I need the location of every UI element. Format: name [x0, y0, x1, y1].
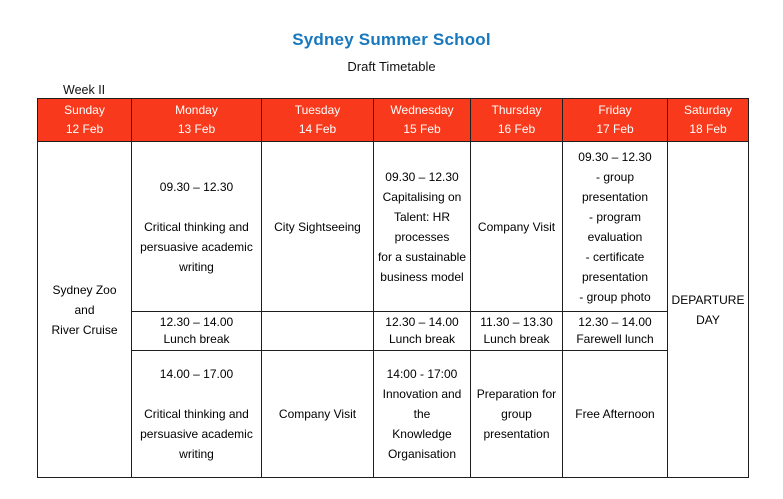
day-name: Sunday: [64, 103, 105, 117]
cell-line: - group photo: [579, 289, 651, 304]
cell-line: Talent: HR: [393, 209, 451, 224]
page-subtitle: Draft Timetable: [347, 59, 436, 74]
cell-line: Critical thinking and: [144, 407, 249, 421]
cell-tuesday-morning: [262, 142, 374, 312]
cell-line: Free Afternoon: [575, 407, 655, 421]
cell-line: Company Visit: [278, 407, 357, 421]
cell-line: City Sightseeing: [274, 219, 361, 234]
cell-line: writing: [179, 447, 214, 461]
cell-line: Farewell lunch: [576, 332, 654, 346]
day-name: Monday: [175, 103, 218, 117]
cell-line: 09.30 – 12.30: [385, 169, 459, 184]
day-name: Friday: [598, 103, 632, 117]
day-date: 16 Feb: [497, 122, 536, 136]
cell-line: DEPARTURE: [671, 292, 745, 307]
cell-tuesday-afternoon: [262, 351, 374, 478]
cell-line: Lunch break: [483, 332, 550, 346]
cell-thursday-afternoon: [471, 351, 563, 478]
cell-line: 12.30 – 14.00: [159, 315, 234, 329]
day-date: 15 Feb: [403, 122, 441, 136]
day-name: Thursday: [491, 103, 542, 117]
cell-friday-lunch: [563, 312, 668, 351]
cell-line: - certificate: [585, 249, 645, 264]
timetable: [37, 98, 749, 478]
cell-line: Knowledge: [392, 427, 452, 441]
cell-monday-afternoon: [132, 351, 262, 478]
day-name: Saturday: [683, 103, 733, 117]
cell-tuesday-lunch: [262, 312, 374, 351]
cell-line: [135, 197, 258, 217]
cell-sunday-all-day: [38, 142, 132, 478]
cell-line: - group presentation: [581, 169, 649, 204]
cell-monday-lunch: [132, 312, 262, 351]
cell-line: 09.30 – 12.30: [578, 149, 652, 164]
cell-line: Innovation and the: [382, 387, 462, 421]
cell-line: DAY: [696, 312, 720, 327]
cell-line: Preparation for: [476, 387, 557, 401]
header-monday: [132, 99, 262, 142]
cell-line: presentation: [581, 269, 649, 284]
cell-wednesday-afternoon: [374, 351, 471, 478]
cell-wednesday-morning: [374, 142, 471, 312]
cell-line: group: [501, 407, 532, 421]
cell-line: [135, 384, 258, 404]
day-date: 13 Feb: [177, 122, 216, 136]
header-saturday: [668, 99, 749, 142]
cell-line: Capitalising on: [382, 189, 462, 204]
header-wednesday: [374, 99, 471, 142]
header-thursday: [471, 99, 563, 142]
header-row: [38, 99, 749, 142]
day-date: 14 Feb: [298, 122, 337, 136]
page-title: Sydney Summer School: [292, 30, 491, 49]
cell-line: writing: [179, 259, 214, 274]
cell-monday-morning: [132, 142, 262, 312]
cell-line: Organisation: [387, 447, 457, 461]
cell-friday-afternoon: [563, 351, 668, 478]
cell-saturday-all-day: [668, 142, 749, 478]
cell-line: 12.30 – 14.00: [578, 315, 652, 329]
cell-line: Company Visit: [477, 219, 556, 234]
cell-line: business model: [380, 269, 464, 284]
cell-line: Sydney Zoo and: [52, 282, 117, 317]
cell-line: 12.30 – 14.00: [385, 315, 459, 329]
day-date: 17 Feb: [596, 122, 634, 136]
cell-line: 11.30 – 13.30: [480, 315, 553, 329]
cell-line: persuasive academic: [140, 239, 253, 254]
day-name: Tuesday: [294, 103, 341, 117]
cell-line: - program evaluation: [587, 209, 643, 244]
cell-line: processes: [394, 229, 450, 244]
day-date: 18 Feb: [689, 122, 727, 136]
cell-line: 14:00 - 17:00: [386, 367, 458, 381]
cell-friday-morning: [563, 142, 668, 312]
lunch-row: [38, 312, 749, 351]
day-date: 12 Feb: [65, 122, 104, 136]
cell-line: for a sustainable: [377, 249, 467, 264]
morning-row: [38, 142, 749, 312]
cell-line: 14.00 – 17.00: [159, 367, 234, 381]
cell-wednesday-lunch: [374, 312, 471, 351]
header-friday: [563, 99, 668, 142]
cell-line: Lunch break: [163, 332, 230, 346]
cell-line: River Cruise: [51, 322, 118, 337]
cell-thursday-morning: [471, 142, 563, 312]
cell-line: Critical thinking and: [144, 219, 249, 234]
cell-thursday-lunch: [471, 312, 563, 351]
cell-line: persuasive academic: [140, 427, 253, 441]
header-sunday: [38, 99, 132, 142]
afternoon-row: [38, 351, 749, 478]
header-tuesday: [262, 99, 374, 142]
week-label: Week II: [63, 83, 106, 97]
cell-line: Lunch break: [388, 332, 456, 346]
cell-line: presentation: [483, 427, 550, 441]
cell-line: 09.30 – 12.30: [159, 179, 234, 194]
day-name: Wednesday: [390, 103, 454, 117]
